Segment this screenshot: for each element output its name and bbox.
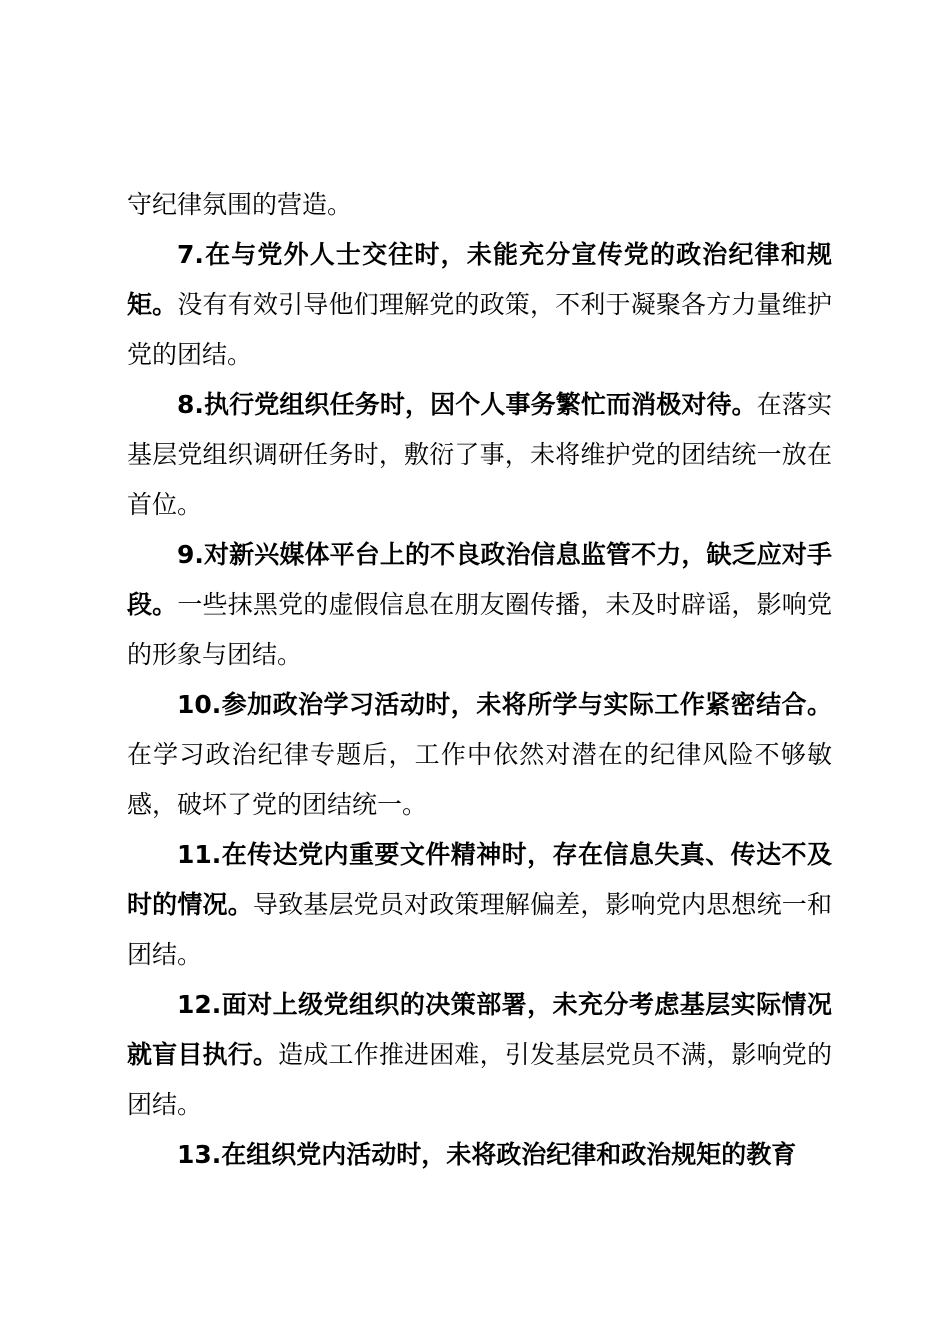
paragraph-item-8 — [127, 380, 832, 530]
paragraph-body: 造成工作推进困难，引发基层党员不满，影响党的团结。 — [127, 1040, 832, 1119]
paragraph-item-7 — [127, 230, 832, 380]
paragraph-heading: 9.对新兴媒体平台上的不良政治信息监管不力，缺乏应对手段。 — [127, 540, 832, 619]
paragraph-heading: 7.在与党外人士交往时，未能充分宣传党的政治纪律和规矩。 — [127, 240, 832, 319]
paragraph-body: 守纪律氛围的营造。 — [127, 190, 353, 219]
paragraph-heading: 11.在传达党内重要文件精神时，存在信息失真、传达不及时的情况。 — [127, 840, 832, 919]
paragraph-continuation — [127, 180, 832, 230]
paragraph-body: 导致基层党员对政策理解偏差，影响党内思想统一和团结。 — [127, 890, 832, 969]
paragraph-heading: 12.面对上级党组织的决策部署，未充分考虑基层实际情况就盲目执行。 — [127, 990, 832, 1069]
paragraph-item-11 — [127, 830, 832, 980]
paragraph-item-10 — [127, 680, 832, 830]
paragraph-body: 一些抹黑党的虚假信息在朋友圈传播，未及时辟谣，影响党的形象与团结。 — [127, 590, 832, 669]
paragraph-heading: 10.参加政治学习活动时，未将所学与实际工作紧密结合。 — [177, 690, 832, 719]
document-body — [127, 180, 832, 1180]
paragraph-body: 没有有效引导他们理解党的政策，不利于凝聚各方力量维护党的团结。 — [127, 290, 832, 369]
paragraph-heading: 13.在组织党内活动时，未将政治纪律和政治规矩的教育 — [177, 1140, 797, 1169]
paragraph-body: 在学习政治纪律专题后，工作中依然对潜在的纪律风险不够敏感，破坏了党的团结统一。 — [127, 740, 832, 819]
paragraph-item-9 — [127, 530, 832, 680]
paragraph-item-12 — [127, 980, 832, 1130]
paragraph-item-13 — [127, 1130, 832, 1180]
paragraph-body: 在落实基层党组织调研任务时，敷衍了事，未将维护党的团结统一放在首位。 — [127, 390, 832, 519]
paragraph-heading: 8.执行党组织任务时，因个人事务繁忙而消极对待。 — [177, 390, 757, 419]
